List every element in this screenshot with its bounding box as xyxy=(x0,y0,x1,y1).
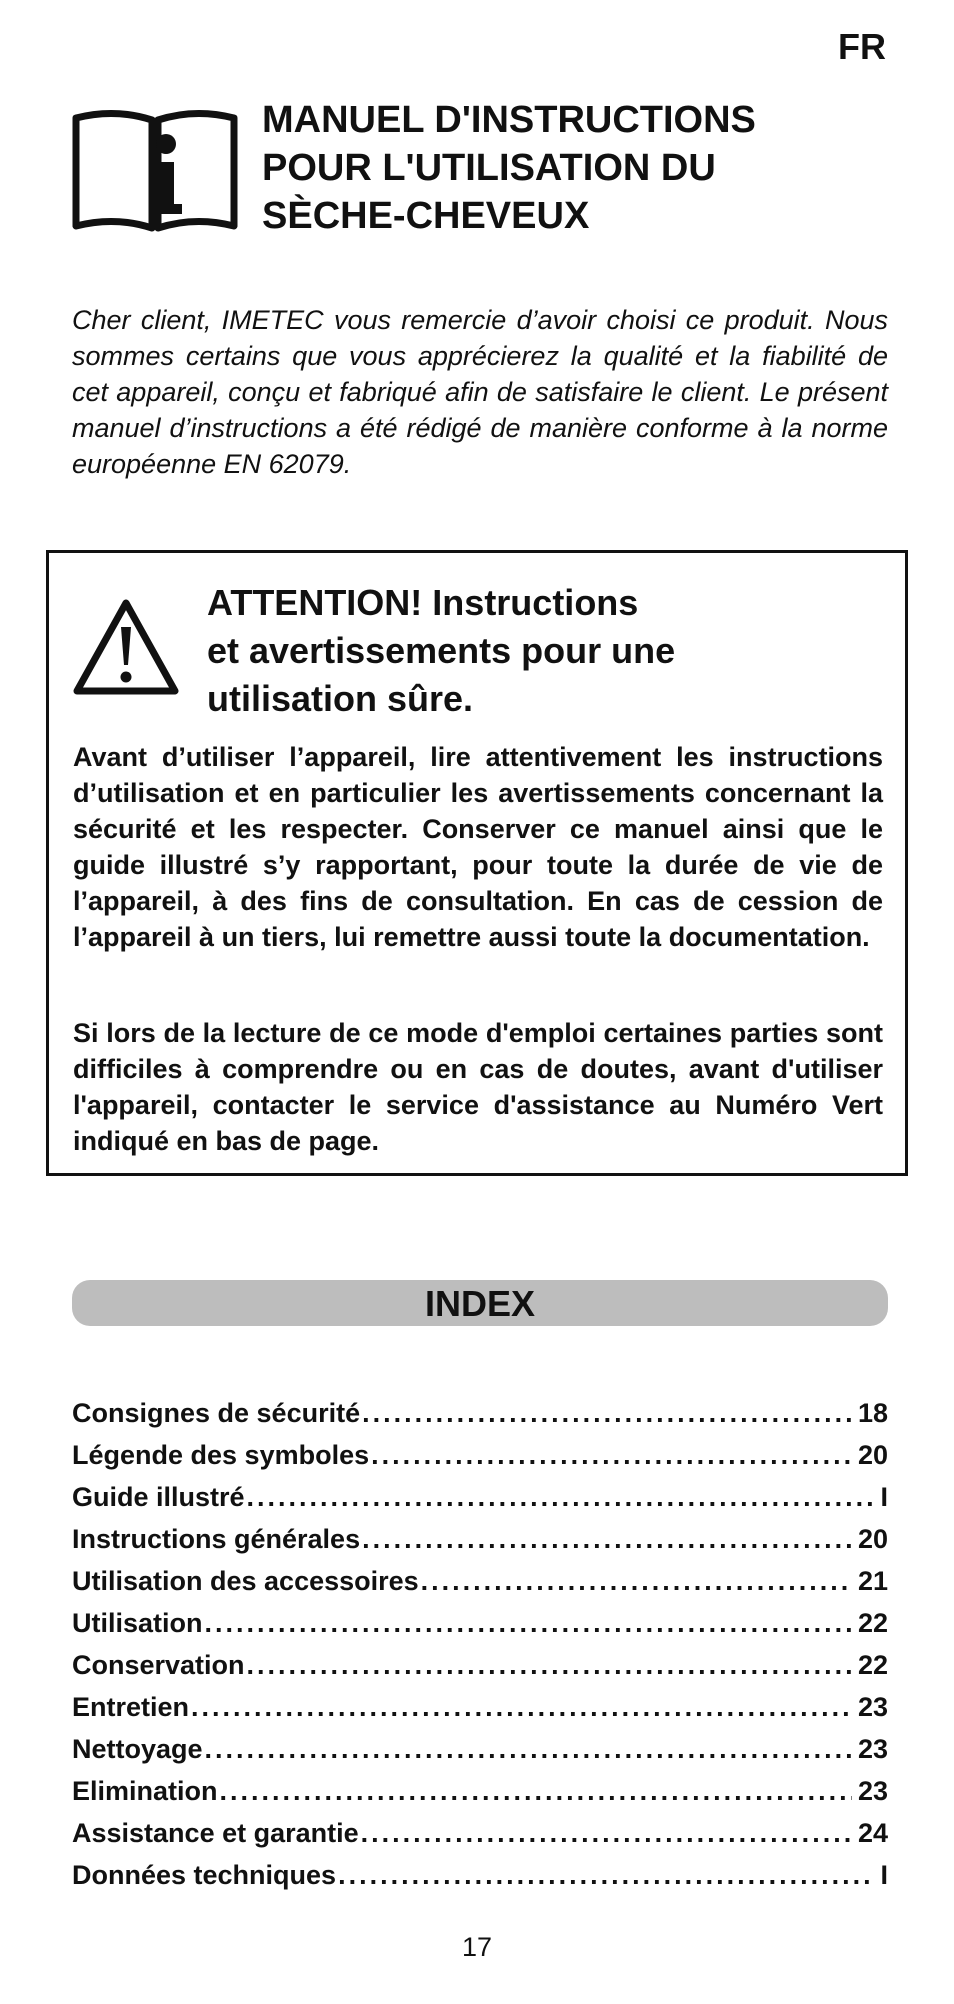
toc-entry[interactable] xyxy=(72,1440,888,1482)
toc-leader-dots xyxy=(205,1734,852,1765)
info-book-icon xyxy=(70,104,240,236)
toc-entry-label: Guide illustré xyxy=(72,1482,245,1512)
table-of-contents xyxy=(72,1398,888,1902)
toc-entry-label: Légende des symboles xyxy=(72,1440,370,1470)
toc-leader-dots xyxy=(247,1482,875,1513)
toc-entry-page: 21 xyxy=(857,1566,888,1596)
toc-leader-dots xyxy=(371,1440,852,1471)
safety-warning-box xyxy=(46,550,908,1176)
toc-leader-dots xyxy=(361,1818,852,1849)
toc-entry-label: Conservation xyxy=(72,1650,245,1680)
toc-entry-page: 18 xyxy=(857,1398,888,1428)
warning-title-line: et avertissements pour une xyxy=(207,630,676,671)
toc-entry-label: Consignes de sécurité xyxy=(72,1398,361,1428)
toc-entry-page: I xyxy=(880,1860,888,1890)
toc-entry-page: 22 xyxy=(857,1650,888,1680)
title-line: MANUEL D'INSTRUCTIONS xyxy=(262,99,756,141)
toc-entry[interactable] xyxy=(72,1398,888,1440)
title-line: SÈCHE-CHEVEUX xyxy=(262,195,590,237)
toc-entry[interactable] xyxy=(72,1692,888,1734)
warning-title xyxy=(207,579,847,723)
toc-entry[interactable] xyxy=(72,1608,888,1650)
toc-leader-dots xyxy=(191,1692,852,1723)
toc-entry[interactable] xyxy=(72,1776,888,1818)
toc-entry-page: 24 xyxy=(857,1818,888,1848)
toc-entry-label: Entretien xyxy=(72,1692,190,1722)
warning-paragraph-1: Avant d’utiliser l’appareil, lire attentivement les instructions d’utilisation et en particulier les avertissements concernant la sécurité et les respecter. Conserver ce manuel ainsi que le guide illustré s’y rapportant, pour toute la durée de vie de l’appareil, à des fins de consultation. En cas de cession de l’appareil à un tiers, lui remettre aussi toute la documentation. xyxy=(73,742,883,952)
toc-entry[interactable] xyxy=(72,1860,888,1902)
toc-leader-dots xyxy=(247,1650,852,1681)
warning-paragraph-2: Si lors de la lecture de ce mode d'emploi certaines parties sont difficiles à comprendre ou en cas de doutes, avant d'utiliser l'appareil, contacter le service d'assistance au Numéro Vert indiqué en bas de page. xyxy=(73,1018,883,1156)
toc-entry-page: 22 xyxy=(857,1608,888,1638)
toc-entry-page: 23 xyxy=(857,1692,888,1722)
page-number: 17 xyxy=(461,1932,493,1962)
toc-entry-label: Utilisation des accessoires xyxy=(72,1566,419,1596)
toc-entry-label: Assistance et garantie xyxy=(72,1818,359,1848)
toc-entry[interactable] xyxy=(72,1818,888,1860)
index-heading: INDEX xyxy=(72,1280,888,1326)
intro-paragraph: Cher client, IMETEC vous remercie d’avoir choisi ce produit. Nous sommes certains que vous apprécierez la qualité et la fiabilité de cet appareil, conçu et fabriqué afin de satisfaire le client. Le présent manuel d’instructions a été rédigé de manière conforme à la norme européenne EN 62079. xyxy=(72,305,888,479)
warning-triangle-icon xyxy=(71,597,181,697)
warning-title-line: utilisation sûre. xyxy=(207,678,474,719)
toc-entry[interactable] xyxy=(72,1482,888,1524)
toc-leader-dots xyxy=(205,1608,852,1639)
title-line: POUR L'UTILISATION DU xyxy=(262,147,716,189)
toc-leader-dots xyxy=(338,1860,874,1891)
language-code: FR xyxy=(838,26,886,67)
toc-entry[interactable] xyxy=(72,1734,888,1776)
toc-entry-page: 20 xyxy=(857,1524,888,1554)
toc-entry[interactable] xyxy=(72,1566,888,1608)
toc-leader-dots xyxy=(220,1776,852,1807)
toc-entry-page: 23 xyxy=(857,1776,888,1806)
warning-title-line: ATTENTION! Instructions xyxy=(207,582,639,623)
warning-header xyxy=(71,579,847,723)
toc-entry-label: Données techniques xyxy=(72,1860,337,1890)
toc-leader-dots xyxy=(362,1398,852,1429)
toc-entry-page: I xyxy=(880,1482,888,1512)
toc-entry-label: Elimination xyxy=(72,1776,218,1806)
document-title xyxy=(262,96,862,240)
toc-leader-dots xyxy=(421,1566,852,1597)
toc-entry-page: 20 xyxy=(857,1440,888,1470)
toc-entry-page: 23 xyxy=(857,1734,888,1764)
toc-entry[interactable] xyxy=(72,1650,888,1692)
toc-entry-label: Instructions générales xyxy=(72,1524,361,1554)
toc-leader-dots xyxy=(362,1524,852,1555)
document-header xyxy=(70,96,862,240)
toc-entry-label: Utilisation xyxy=(72,1608,203,1638)
toc-entry[interactable] xyxy=(72,1524,888,1566)
toc-entry-label: Nettoyage xyxy=(72,1734,203,1764)
